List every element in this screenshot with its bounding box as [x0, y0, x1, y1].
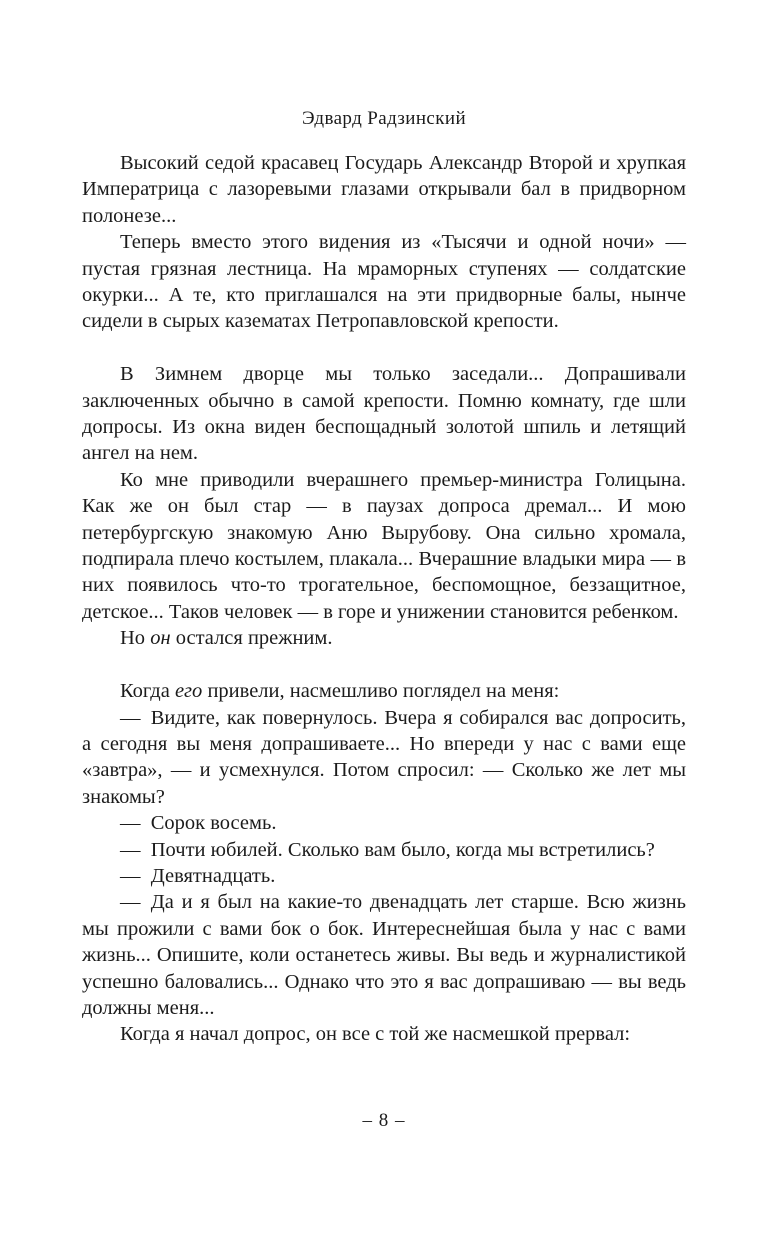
- text-run: — Почти юбилей. Сколько вам было, когда мы встретились?: [120, 838, 655, 861]
- paragraph: [82, 625, 686, 651]
- text-run: — Да и я был на какие-то двенадцать лет старше. Всю жизнь мы прожили с вами бок о бок. Интереснейшая была у нас с вами жизнь... Опишите, коли останетесь живы. Вы ведь и журналистикой успешно баловались... Однако что это я вас допрашиваю — вы ведь должны меня...: [82, 891, 686, 1019]
- paragraph: [82, 810, 686, 836]
- text-run: Когда: [120, 680, 175, 703]
- text-body: [82, 150, 686, 1048]
- page-number: – 8 –: [362, 1110, 406, 1131]
- paragraph: [82, 889, 686, 1021]
- text-run: Но: [120, 627, 151, 650]
- paragraph: [82, 863, 686, 889]
- paragraph: [82, 467, 686, 625]
- text-run: Высокий седой красавец Государь Александр Второй и хрупкая Императрица с лазоревыми глазами открывали бал в придворном полонезе...: [82, 152, 686, 227]
- paragraph: [82, 837, 686, 863]
- paragraph: [82, 361, 686, 467]
- text-run: — Видите, как повернулось. Вчера я собирался вас допросить, а сегодня вы меня допрашиваете... Но впереди у нас с вами еще «завтра», — и усмехнулся. Потом спросил: — Сколько же лет мы знакомы?: [82, 706, 686, 808]
- paragraph: [82, 705, 686, 811]
- section-break: [82, 652, 686, 678]
- text-run: Когда я начал допрос, он все с той же насмешкой прервал:: [120, 1023, 631, 1046]
- italic-text: его: [174, 680, 203, 703]
- text-run: В Зимнем дворце мы только заседали... Допрашивали заключенных обычно в самой крепости. Помню комнату, где шли допросы. Из окна виден беспощадный золотой шпиль и летящий ангел на нем.: [82, 363, 686, 465]
- text-run: Ко мне приводили вчерашнего премьер-министра Голицына. Как же он был стар — в паузах допроса дремал... И мою петербургскую знакомую Аню Вырубову. Она сильно хромала, подпирала плечо костылем, плакала... Вчерашние владыки мира — в них появилось что-то трогательное, беспомощное, беззащитное, детское... Таков человек — в горе и унижении становится ребенком.: [82, 468, 686, 623]
- text-run: остался прежним.: [170, 627, 333, 650]
- running-head: Эдвард Радзинский: [301, 108, 467, 129]
- paragraph: [82, 150, 686, 229]
- text-run: Теперь вместо этого видения из «Тысячи и одной ночи» — пустая грязная лестница. На мраморных ступенях — солдатские окурки... А те, кто приглашался на эти придворные балы, нынче сидели в сырых казематах Петропавловской крепости.: [82, 231, 686, 333]
- paragraph: [82, 678, 686, 704]
- text-run: — Сорок восемь.: [120, 812, 277, 835]
- text-run: — Девятнадцать.: [120, 864, 276, 887]
- paragraph: [82, 229, 686, 335]
- italic-text: он: [150, 627, 171, 650]
- text-run: привели, насмешливо поглядел на меня:: [202, 680, 560, 703]
- paragraph: [82, 1021, 686, 1047]
- section-break: [82, 335, 686, 361]
